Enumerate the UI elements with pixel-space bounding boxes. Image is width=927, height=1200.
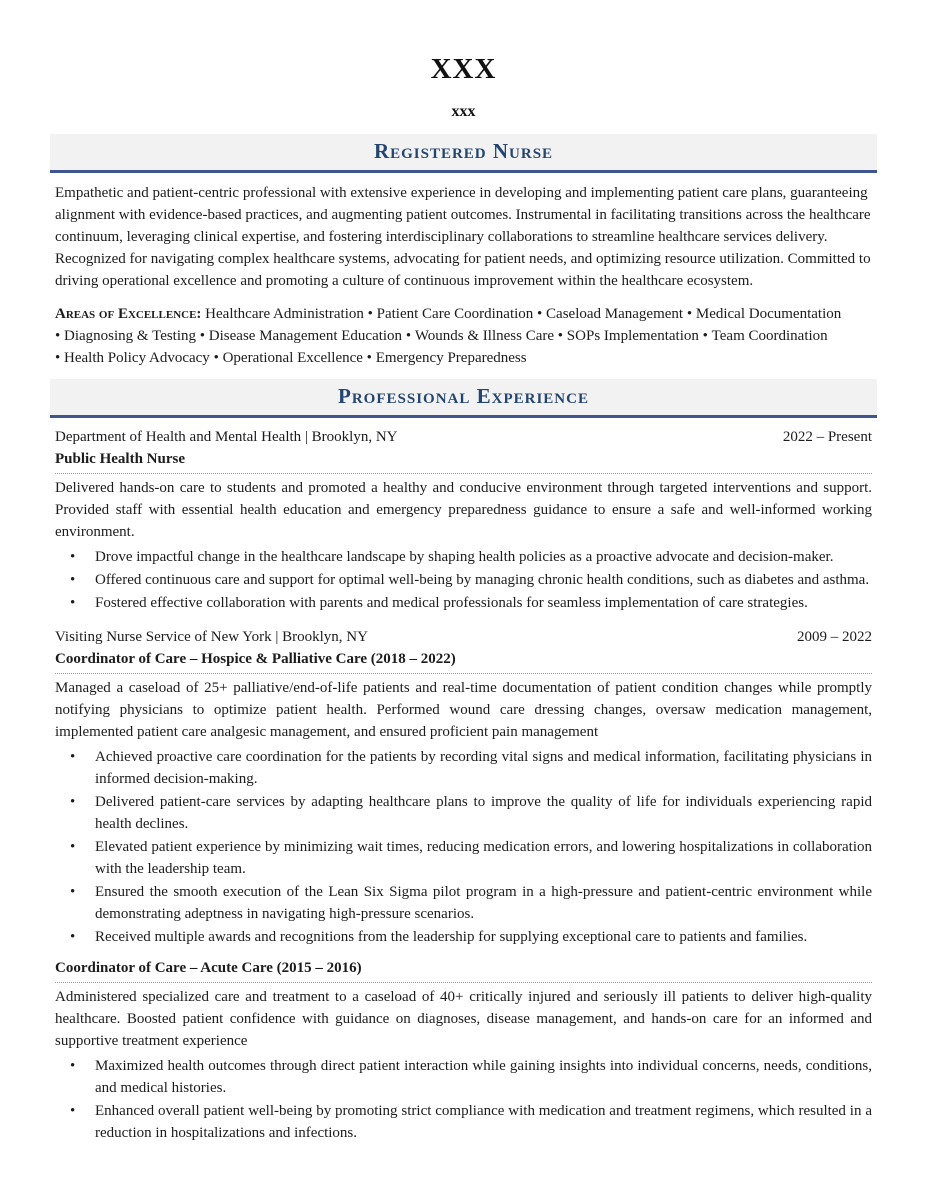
job-dates: 2009 – 2022 [797,629,872,645]
role-block [55,448,872,614]
bullet-list [55,746,872,948]
bullet-item: • Enhanced overall patient well-being by promoting strict compliance with medication and treatment regimens, which resulted in a reduction in hospitalizations and infections. [68,1100,872,1144]
bullet-item: • Achieved proactive care coordination for the patients by recording vital signs and medical information, facilitating physicians in informed decision-making. [68,746,872,790]
areas-of-excellence [55,303,872,369]
role-description: Managed a caseload of 25+ palliative/end-of-life patients and real-time documentation of patient condition changes while promptly notifying physicians to optimize patient health. Performed wound care dressing changes, oversaw medication management, implemented patient care analgesic management, and ensured proficient pain management [55,680,872,740]
role-block [55,648,872,948]
role-title: Public Health Nurse [55,448,872,474]
area-item: • Emergency Preparedness [367,350,527,366]
area-item: • Patient Care Coordination [368,306,534,322]
contact-line: xxx [451,103,476,120]
employer-name: Department of Health and Mental Health | Brooklyn, NY [55,429,398,445]
bullet-item: • Offered continuous care and support for optimal well-being by managing chronic health conditions, such as diabetes and asthma. [68,569,872,591]
area-item: • Operational Excellence [214,350,363,366]
area-item: • Medical Documentation [687,306,841,322]
area-item: • Diagnosing & Testing [55,328,196,344]
area-item: • Caseload Management [537,306,683,322]
job-dates: 2022 – Present [782,429,872,445]
employer-name: Visiting Nurse Service of New York | Brooklyn, NY [55,629,368,645]
area-item: • Health Policy Advocacy [55,350,210,366]
bullet-item: • Maximized health outcomes through direct patient interaction while gaining insights into individual concerns, needs, conditions, and medical histories. [68,1055,872,1099]
bullet-item: • Fostered effective collaboration with parents and medical professionals for seamless implementation of care strategies. [68,592,872,614]
job-entry [55,426,872,614]
section-band-role-title [50,134,877,173]
role-description: Delivered hands-on care to students and promoted a healthy and conducive environment through targeted interventions and support. Provided staff with essential health education and emergency preparedness guidance to ensure a safe and well-informed working environment. [55,480,872,540]
areas-label: Areas of Excellence: [55,306,202,322]
job-entry [55,626,872,1144]
job-header [55,426,872,448]
role-title: Coordinator of Care – Acute Care (2015 – 2016) [55,957,872,983]
candidate-name: XXX [430,53,497,85]
role-title: Coordinator of Care – Hospice & Palliative Care (2018 – 2022) [55,648,872,674]
summary-paragraph: Empathetic and patient-centric professional with extensive experience in developing and implementing patient care plans, guaranteeing alignment with evidence-based practices, and augmenting patient outcomes. Instrumental in facilitating transitions across the healthcare continuum, leveraging clinical expertise, and fostering interdisciplinary collaborations to streamline healthcare services delivery. Recognized for navigating complex healthcare systems, advocating for patient needs, and optimizing resource utilization. Committed to driving operational excellence and promoting a culture of continuous improvement within the healthcare ecosystem. [55,185,871,289]
bullet-item: • Ensured the smooth execution of the Lean Six Sigma pilot program in a high-pressure and patient-centric environment while demonstrating adeptness in navigating high-pressure scenarios. [68,881,872,925]
area-item: • Wounds & Illness Care [406,328,554,344]
area-item: Healthcare Administration [205,306,364,322]
section-band-experience [50,379,877,418]
experience-header-text: Professional Experience [338,384,589,408]
role-description: Administered specialized care and treatment to a caseload of 40+ critically injured and seriously ill patients to deliver high-quality healthcare. Boosted patient confidence with guidance on diagnoses, disease management, and hands-on care for an informed and supportive treatment experience [55,989,872,1049]
bullet-list [55,546,872,614]
bullet-item: • Received multiple awards and recognitions from the leadership for supplying exceptional care to patients and families. [68,926,872,948]
bullet-item: • Delivered patient-care services by adapting healthcare plans to improve the quality of life for individuals experiencing rapid health declines. [68,791,872,835]
area-item: • Disease Management Education [200,328,402,344]
area-item: • Team Coordination [703,328,828,344]
bullet-item: • Drove impactful change in the healthcare landscape by shaping health policies as a proactive advocate and decision-maker. [68,546,872,568]
area-item: • SOPs Implementation [558,328,699,344]
role-block [55,957,872,1144]
bullet-item: • Elevated patient experience by minimizing wait times, reducing medication errors, and lowering hospitalizations in collaboration with the leadership team. [68,836,872,880]
role-header-text: Registered Nurse [373,139,554,163]
bullet-list [55,1055,872,1144]
job-header [55,626,872,648]
